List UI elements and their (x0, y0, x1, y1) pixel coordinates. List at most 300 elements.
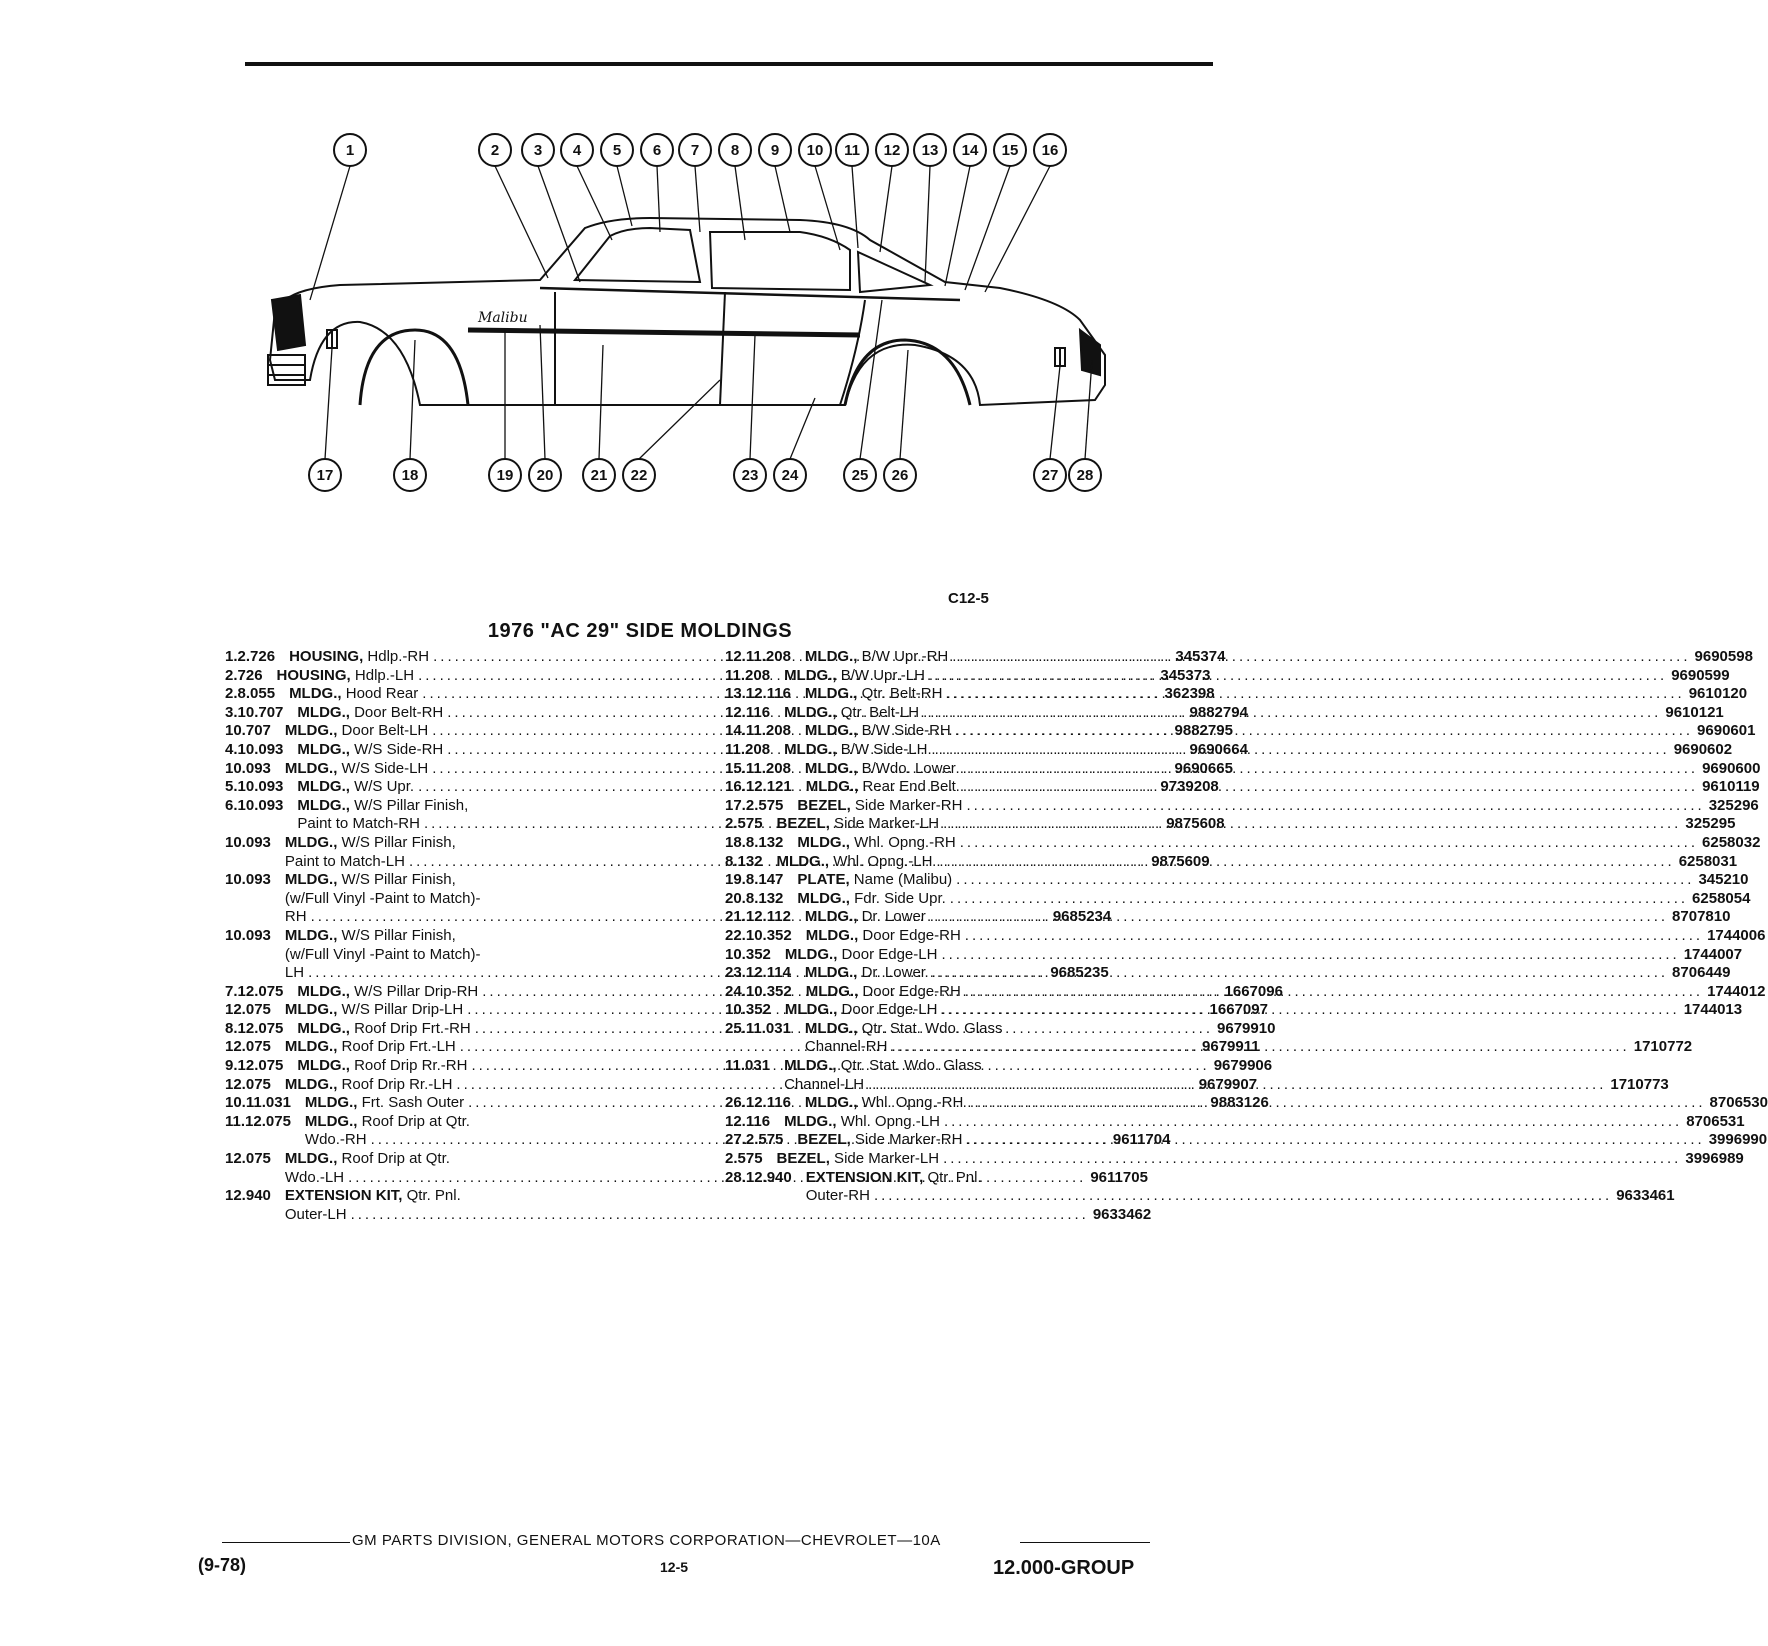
group-number: 11.208 (745, 648, 791, 665)
description-line (797, 797, 1758, 816)
callout-20 (529, 459, 561, 491)
description-line (797, 890, 1750, 909)
part-description: Qtr. Pnl. (402, 1187, 461, 1205)
part-number: 8706449 (1672, 964, 1731, 982)
part-description: Hdlp.-LH (350, 666, 415, 684)
item-number: 18. (725, 833, 746, 851)
leader-line (1050, 366, 1060, 459)
description-line (805, 1038, 1692, 1057)
description-line (777, 815, 1736, 834)
part-name: MLDG., (804, 1094, 858, 1112)
part-name: MLDG., (804, 1019, 858, 1037)
part-number: 9690602 (1673, 740, 1733, 758)
item-number: 5. (225, 778, 238, 796)
callout-number: 19 (496, 467, 514, 484)
part-number: 3996990 (1708, 1131, 1768, 1149)
parts-row (725, 852, 1738, 872)
description-line (784, 1057, 1669, 1076)
leader-dots (967, 1094, 1705, 1113)
leader-dots (946, 685, 1684, 704)
part-number: 1710772 (1633, 1038, 1693, 1056)
item-number: 14. (725, 722, 746, 740)
leader-dots (931, 741, 1669, 760)
callout-number: 6 (652, 142, 662, 159)
leader-dots (952, 648, 1690, 667)
part-name: MLDG., (284, 722, 338, 740)
part-description: W/S Side-LH (337, 759, 429, 777)
leader-line (945, 166, 970, 286)
part-number: 9610119 (1702, 778, 1760, 796)
leader-dots (936, 853, 1674, 872)
footer-page-number: 12-5 (660, 1559, 689, 1575)
item-number: 13. (725, 685, 746, 703)
part-name: HOUSING, (289, 648, 364, 665)
part-description: Side Marker-RH (850, 1131, 963, 1149)
parts-row (725, 871, 1749, 890)
description-line (806, 778, 1760, 797)
item-number: 19. (725, 871, 746, 889)
description-line (797, 834, 1760, 853)
part-number: 6258031 (1678, 852, 1738, 870)
part-description: Door Belt-RH (349, 703, 444, 721)
part-description: Door Edge-LH (837, 1001, 938, 1019)
leader-line (815, 166, 840, 250)
part-description: Door Edge-LH (837, 945, 938, 963)
callout-9 (759, 134, 791, 166)
part-description: Paint to Match-RH (297, 815, 420, 833)
parts-row (725, 908, 1731, 927)
group-number: 10.093 (225, 926, 271, 944)
item-number: 20. (725, 889, 746, 907)
description-line (805, 648, 1753, 667)
leader-dots (965, 983, 1703, 1002)
footer-rule-left (222, 1542, 350, 1543)
parts-row (725, 1168, 1675, 1206)
leader-line (577, 166, 612, 240)
part-name: HOUSING, (276, 666, 351, 684)
part-number: 9610120 (1688, 685, 1748, 703)
group-number: 2.726 (225, 666, 263, 684)
part-number: 8707810 (1672, 908, 1731, 926)
group-number: 10.093 (225, 871, 271, 889)
part-description: Wdo.-LH (284, 1168, 345, 1186)
part-name: MLDG., (297, 796, 350, 814)
part-number: 9610121 (1665, 703, 1724, 721)
leader-dots (966, 797, 1704, 816)
callout-number: 24 (781, 467, 799, 484)
part-name: MLDG., (784, 1001, 838, 1019)
part-number: 362398 (1164, 685, 1215, 703)
group-number: 10.093 (237, 778, 284, 796)
part-name: MLDG., (284, 871, 338, 889)
part-name: MLDG., (784, 703, 837, 721)
part-description: Outer-LH (284, 1205, 347, 1223)
part-name: MLDG., (284, 1001, 338, 1019)
group-number: 2.575 (745, 796, 784, 814)
group-number: 8.132 (745, 833, 784, 851)
part-name: MLDG., (784, 1112, 837, 1130)
item-number: 12. (725, 648, 746, 665)
part-number: 9679906 (1213, 1057, 1273, 1075)
part-name: MLDG., (804, 964, 858, 982)
part-name: MLDG., (304, 1094, 358, 1112)
callout-7 (679, 134, 711, 166)
leader-line (735, 166, 745, 240)
part-description: B/W Side-RH (857, 722, 951, 740)
part-description: W/S Pillar Finish, (337, 871, 456, 889)
group-number: 11.031 (245, 1094, 291, 1112)
callout-3 (522, 134, 554, 166)
part-number: 9685234 (1052, 908, 1112, 926)
part-number: 9690601 (1697, 722, 1756, 740)
part-description: Roof Drip Rr.-LH (337, 1075, 453, 1093)
nameplate-script: Malibu (478, 310, 528, 326)
group-number: 12.075 (237, 982, 284, 1000)
parts-row (725, 889, 1751, 909)
leader-line (540, 325, 545, 459)
part-description: Paint to Match-LH (284, 852, 405, 870)
callout-number: 17 (316, 467, 334, 484)
description-line (777, 1150, 1744, 1169)
callout-17 (309, 459, 341, 491)
part-description: LH (284, 964, 305, 982)
item-number: 21. (725, 908, 746, 926)
description-line (805, 1020, 1692, 1039)
callout-number: 1 (345, 142, 355, 159)
part-name: MLDG., (804, 759, 858, 777)
group-number: 10.352 (725, 945, 771, 963)
leader-dots (943, 1150, 1681, 1169)
group-number: 10.093 (237, 796, 284, 814)
callout-number: 2 (490, 142, 500, 159)
part-name: MLDG., (805, 778, 859, 796)
callout-22 (623, 459, 655, 491)
item-number: 6. (225, 796, 238, 814)
leader-line (617, 166, 632, 226)
part-description: W/S Pillar Drip-LH (337, 1001, 464, 1019)
part-number: 1744006 (1707, 926, 1766, 944)
part-number: 9679911 (1202, 1038, 1260, 1056)
leader-dots (956, 871, 1694, 890)
part-description: Door Edge-RH (858, 982, 961, 1000)
part-number: 3996989 (1685, 1150, 1744, 1168)
group-number: 12.116 (725, 1112, 771, 1130)
part-number: 325295 (1685, 815, 1736, 833)
callout-number: 22 (630, 467, 648, 484)
part-description: Whl. Opng.-LH (836, 1112, 940, 1130)
callout-number: 7 (690, 142, 700, 159)
group-number: 10.352 (745, 926, 792, 944)
group-number: 12.075 (245, 1112, 291, 1130)
description-line (784, 741, 1732, 760)
part-name: MLDG., (784, 1057, 837, 1075)
callout-26 (884, 459, 916, 491)
footer-publisher: GM PARTS DIVISION, GENERAL MOTORS CORPORATION—CHEVROLET—10A (352, 1532, 941, 1549)
part-number: 1744012 (1707, 982, 1766, 1000)
callout-21 (583, 459, 615, 491)
part-description: W/S Pillar Finish, (337, 833, 456, 851)
group-number: 12.121 (745, 778, 792, 796)
callout-12 (876, 134, 908, 166)
part-number: 9690598 (1694, 648, 1753, 665)
footer-group: 12.000-GROUP (993, 1557, 1135, 1579)
callout-number: 14 (961, 142, 979, 159)
part-description: W/S Pillar Finish, (337, 926, 456, 944)
part-number: 1744013 (1683, 1001, 1743, 1019)
group-number: 12.112 (745, 908, 791, 926)
group-number: 12.075 (225, 1038, 271, 1056)
part-number: 6258054 (1692, 889, 1751, 907)
description-line (805, 1094, 1768, 1113)
part-number: 345210 (1698, 871, 1749, 889)
leader-dots (868, 1076, 1606, 1095)
part-description: Qtr. Belt-LH (836, 703, 920, 721)
group-number: 8.132 (725, 852, 763, 870)
parts-row (725, 833, 1761, 853)
figure-reference: C12-5 (948, 590, 989, 607)
item-number: 22. (725, 926, 746, 944)
callout-number: 12 (883, 142, 901, 159)
leader-line (657, 166, 660, 232)
group-number: 8.132 (745, 889, 784, 907)
part-name: MLDG., (784, 945, 838, 963)
part-number: 6258032 (1702, 833, 1761, 851)
part-name: MLDG., (805, 926, 859, 944)
callout-25 (844, 459, 876, 491)
part-number: 9679907 (1198, 1075, 1258, 1093)
part-number: 9882795 (1174, 722, 1233, 740)
part-name: MLDG., (797, 833, 850, 851)
part-number: 9883126 (1210, 1094, 1269, 1112)
callout-number: 18 (401, 467, 419, 484)
group-number: 12.075 (225, 1001, 271, 1019)
description-line (797, 1131, 1767, 1150)
group-number: 10.707 (237, 703, 284, 721)
part-description: Roof Drip at Qtr. (337, 1150, 450, 1168)
group-number: 11.208 (745, 722, 791, 740)
callout-number: 23 (741, 467, 759, 484)
part-description: W/S Pillar Drip-RH (349, 982, 479, 1000)
part-number: 9679910 (1217, 1019, 1276, 1037)
parts-row (725, 815, 1736, 834)
callout-number: 26 (891, 467, 909, 484)
description-line (285, 1206, 1151, 1225)
group-number: 2.575 (745, 1131, 784, 1149)
part-description: Roof Drip Frt.-RH (349, 1019, 471, 1037)
parts-row (725, 778, 1760, 797)
description-line (784, 1076, 1669, 1095)
part-name: MLDG., (284, 1038, 338, 1056)
callout-5 (601, 134, 633, 166)
description-line (784, 704, 1724, 723)
callouts-top (334, 134, 1066, 166)
description-line (805, 964, 1731, 983)
part-number: 1744007 (1683, 945, 1743, 963)
part-description: W/S Pillar Finish, (349, 796, 469, 814)
part-number: 9611704 (1112, 1131, 1171, 1149)
callout-number: 15 (1001, 142, 1019, 159)
part-description: Hdlp.-RH (363, 648, 430, 665)
group-number: 11.208 (725, 666, 771, 684)
group-number: 11.208 (725, 740, 771, 758)
part-description: Roof Drip at Qtr. (357, 1112, 470, 1130)
description-line (805, 685, 1747, 704)
part-description: Side Marker-LH (829, 1150, 940, 1168)
part-description: Name (Malibu) (849, 871, 953, 889)
parts-row (725, 1150, 1744, 1169)
item-number: 8. (225, 1019, 238, 1037)
part-description: Qtr. Stat. Wdo. Glass (857, 1019, 1003, 1037)
part-name: MLDG., (297, 1057, 350, 1075)
leader-line (775, 166, 790, 232)
part-number: 8706531 (1686, 1112, 1745, 1130)
part-name: MLDG., (284, 833, 338, 851)
leader-dots (930, 964, 1668, 983)
group-number: 12.116 (725, 703, 771, 721)
part-description: B/W Upr.-RH (857, 648, 949, 665)
callout-number: 20 (536, 467, 554, 484)
part-description: Qtr. Pnl. (923, 1168, 982, 1186)
part-name: MLDG., (284, 1075, 338, 1093)
page-title: 1976 "AC 29" SIDE MOLDINGS (487, 620, 793, 642)
part-description: Channel-LH (784, 1075, 865, 1093)
part-number: 9875608 (1166, 815, 1225, 833)
part-name: MLDG., (804, 685, 858, 703)
parts-row (725, 926, 1766, 946)
item-number: 23. (725, 964, 746, 982)
part-name: MLDG., (297, 703, 350, 721)
description-line (777, 853, 1738, 872)
callout-number: 10 (806, 142, 824, 159)
part-description: W/S Side-RH (349, 740, 444, 758)
item-number: 17. (725, 796, 746, 814)
callout-28 (1069, 459, 1101, 491)
part-name: MLDG., (297, 982, 350, 1000)
part-number: 9611705 (1090, 1168, 1148, 1186)
part-description: Dr. Lower (857, 964, 926, 982)
item-number: 2. (225, 685, 238, 703)
callout-1 (334, 134, 366, 166)
leader-line (325, 348, 332, 459)
leader-lines (310, 166, 1092, 459)
parts-row (725, 685, 1748, 704)
leader-line (790, 398, 815, 459)
callout-number: 3 (533, 142, 543, 159)
item-number: 15. (725, 759, 746, 777)
item-number: 27. (725, 1131, 746, 1149)
car-side-diagram (0, 0, 1280, 560)
group-number: 2.575 (725, 1150, 763, 1168)
group-number: 10.707 (225, 722, 271, 740)
group-number: 10.352 (725, 1001, 771, 1019)
part-name: MLDG., (784, 740, 837, 758)
item-number: 9. (225, 1057, 238, 1075)
part-description: Qtr. Belt-RH (857, 685, 943, 703)
leader-line (538, 166, 580, 282)
item-number: 28. (725, 1168, 746, 1186)
part-number: 1710773 (1610, 1075, 1669, 1093)
leader-dots (891, 1038, 1629, 1057)
description-line (785, 946, 1742, 965)
part-description: RH (284, 908, 307, 926)
description-line (805, 760, 1761, 779)
callout-number: 27 (1041, 467, 1059, 484)
leader-line (639, 380, 720, 459)
part-description: Wdo.-RH (304, 1131, 367, 1149)
part-description: Frt. Sash Outer (357, 1094, 465, 1112)
description-line (797, 871, 1748, 890)
callout-4 (561, 134, 593, 166)
callout-number: 25 (851, 467, 869, 484)
parts-row (725, 796, 1759, 816)
part-name: MLDG., (297, 740, 350, 758)
callout-number: 11 (844, 142, 860, 159)
part-description: Channel-RH (804, 1038, 888, 1056)
leader-dots (923, 704, 1661, 723)
leader-line (599, 345, 603, 459)
leader-line (852, 166, 858, 248)
part-description: B/Wdo. Lower (857, 759, 956, 777)
callout-27 (1034, 459, 1066, 491)
callout-number: 16 (1041, 142, 1059, 159)
callout-number: 8 (730, 142, 740, 159)
item-number: 26. (725, 1094, 746, 1112)
leader-line (985, 166, 1050, 292)
leader-dots (960, 760, 1698, 779)
group-number: 10.093 (225, 759, 271, 777)
part-description: Whl. Opng.-RH (849, 833, 956, 851)
item-number: 7. (225, 982, 238, 1000)
leader-line (965, 166, 1010, 290)
leader-line (410, 340, 415, 459)
group-number: 10.093 (225, 833, 271, 851)
item-number: 24. (725, 982, 746, 1000)
part-number: 9685235 (1050, 964, 1109, 982)
callout-number: 4 (572, 142, 582, 159)
part-number: 345373 (1160, 666, 1211, 684)
leader-dots (966, 1131, 1704, 1150)
group-number: 12.116 (745, 685, 791, 703)
part-name: MLDG., (784, 666, 837, 684)
leader-dots (965, 927, 1703, 946)
callout-24 (774, 459, 806, 491)
item-number: 16. (725, 778, 746, 796)
leader-line (695, 166, 700, 232)
part-description: Side Marker-RH (850, 796, 963, 814)
leader-dots (941, 946, 1679, 965)
part-description: Outer-RH (805, 1187, 870, 1205)
part-number: 325296 (1708, 796, 1759, 814)
part-name: PLATE, (797, 871, 850, 889)
part-number: 9690664 (1189, 740, 1248, 758)
leader-dots (955, 722, 1693, 741)
part-number: 9633462 (1092, 1205, 1152, 1223)
leader-dots (960, 834, 1698, 853)
part-description: B/W Side-LH (836, 740, 928, 758)
leader-dots (944, 1113, 1682, 1132)
part-description: Door Belt-LH (337, 722, 429, 740)
group-number: 8.055 (237, 685, 276, 703)
callout-number: 13 (921, 142, 939, 159)
parts-row (725, 1131, 1768, 1150)
parts-row (725, 666, 1730, 686)
group-number: 2.726 (237, 648, 276, 665)
leader-line (1085, 360, 1092, 459)
callout-10 (799, 134, 831, 166)
part-number: 9690665 (1174, 759, 1233, 777)
group-number: 11.031 (725, 1057, 771, 1075)
description-line (805, 908, 1731, 927)
